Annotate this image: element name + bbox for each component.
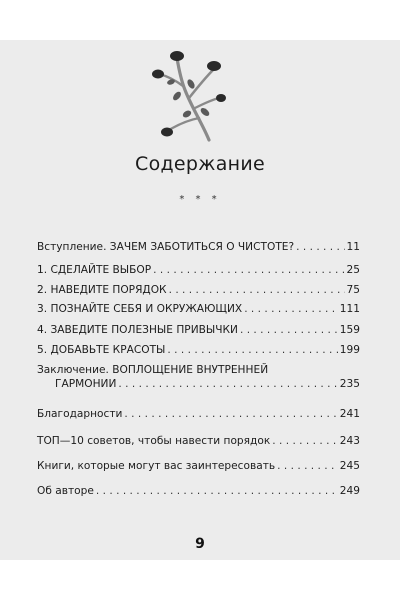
dot-leader — [169, 283, 345, 297]
dot-leader — [96, 484, 338, 498]
toc-entry[interactable] — [37, 240, 360, 254]
dot-leader — [167, 343, 337, 357]
toc-entry-page: 249 — [339, 485, 360, 497]
toc-entry-page: 243 — [339, 435, 360, 447]
toc-entry-title: Об авторе — [37, 485, 94, 497]
toc-entry-page: 241 — [339, 408, 360, 420]
toc-entry-title: 4. ЗАВЕДИТЕ ПОЛЕЗНЫЕ ПРИВЫЧКИ — [37, 324, 238, 336]
dot-leader — [240, 323, 338, 337]
toc-entry-title: Благодарности — [37, 408, 123, 420]
toc-entry-page: 235 — [339, 378, 360, 390]
toc-entry[interactable] — [37, 459, 360, 473]
dot-leader — [118, 377, 337, 391]
toc-entry-title: Заключение. ВОПЛОЩЕНИЕ ВНУТРЕННЕЙ — [37, 364, 269, 376]
toc-entry-title-line2: ГАРМОНИИ — [55, 378, 117, 390]
toc-entry-title: ТОП—10 советов, чтобы навести порядок — [37, 435, 271, 447]
toc-entry[interactable] — [37, 283, 360, 297]
dot-leader — [277, 459, 338, 473]
toc-entry-page: 75 — [346, 284, 360, 296]
toc-entry-title: Книги, которые могут вас заинтересовать — [37, 460, 276, 472]
toc-entry-page: 159 — [339, 324, 360, 336]
toc-entry-title: Вступление. ЗАЧЕМ ЗАБОТИТЬСЯ О ЧИСТОТЕ? — [37, 241, 295, 253]
dot-leader — [272, 434, 338, 448]
separator-asterisks: * * * — [179, 194, 221, 205]
dot-leader — [296, 240, 344, 254]
flower-sprig-icon — [147, 48, 227, 148]
toc-entry-title: 2. НАВЕДИТЕ ПОРЯДОК — [37, 284, 167, 296]
toc-entry[interactable] — [37, 263, 360, 277]
toc-entry-page: 245 — [339, 460, 360, 472]
toc-entry-page: 25 — [346, 264, 360, 276]
toc-entry[interactable] — [37, 302, 360, 316]
toc-entry[interactable] — [37, 407, 360, 421]
page-title: Содержание — [135, 153, 265, 175]
toc-entry-title: 5. ДОБАВЬТЕ КРАСОТЫ — [37, 344, 166, 356]
toc-entry-title: 1. СДЕЛАЙТЕ ВЫБОР — [37, 264, 152, 276]
page-number: 9 — [195, 536, 205, 552]
toc-entry-page: 111 — [339, 303, 360, 315]
toc-entry[interactable] — [37, 323, 360, 337]
toc-entry[interactable] — [37, 484, 360, 498]
dot-leader — [244, 302, 338, 316]
toc-entry[interactable] — [37, 434, 360, 448]
toc-entry[interactable] — [37, 343, 360, 357]
dot-leader — [153, 263, 344, 277]
dot-leader — [124, 407, 337, 421]
toc-entry-title: 3. ПОЗНАЙТЕ СЕБЯ И ОКРУЖАЮЩИХ — [37, 303, 243, 315]
toc-entry-page: 199 — [339, 344, 360, 356]
book-page — [0, 40, 400, 560]
toc-entry-continuation — [37, 377, 360, 391]
toc-entry[interactable] — [37, 363, 360, 391]
toc-entry-page: 11 — [346, 241, 360, 253]
